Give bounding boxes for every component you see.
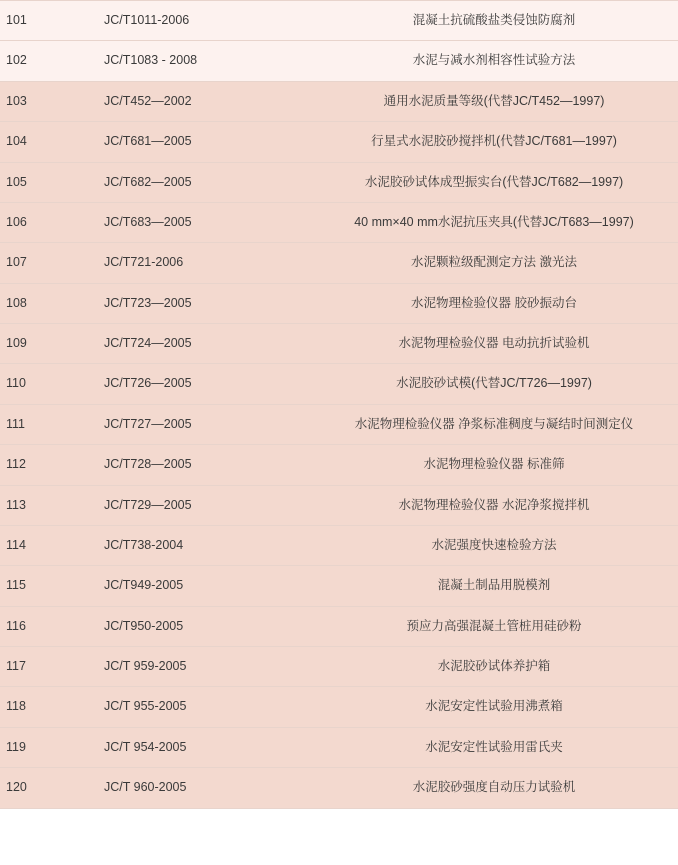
row-number: 101 xyxy=(0,1,98,41)
row-number: 116 xyxy=(0,606,98,646)
table-row xyxy=(0,364,678,404)
standard-title: 40 mm×40 mm水泥抗压夹具(代替JC/T683—1997) xyxy=(310,202,678,242)
standard-code: JC/T452—2002 xyxy=(98,81,310,121)
table-row xyxy=(0,41,678,81)
table-row xyxy=(0,687,678,727)
row-number: 112 xyxy=(0,445,98,485)
standard-code: JC/T721-2006 xyxy=(98,243,310,283)
standard-title: 混凝土抗硫酸盐类侵蚀防腐剂 xyxy=(310,1,678,41)
standard-title: 水泥安定性试验用雷氏夹 xyxy=(310,727,678,767)
table-row xyxy=(0,324,678,364)
standard-title: 行星式水泥胶砂搅拌机(代替JC/T681—1997) xyxy=(310,122,678,162)
row-number: 106 xyxy=(0,202,98,242)
row-number: 108 xyxy=(0,283,98,323)
standard-code: JC/T723—2005 xyxy=(98,283,310,323)
standard-code: JC/T682—2005 xyxy=(98,162,310,202)
standards-table-body xyxy=(0,1,678,809)
standard-title: 水泥物理检验仪器 水泥净浆搅拌机 xyxy=(310,485,678,525)
standard-code: JC/T 954-2005 xyxy=(98,727,310,767)
standard-code: JC/T726—2005 xyxy=(98,364,310,404)
row-number: 115 xyxy=(0,566,98,606)
standard-code: JC/T 959-2005 xyxy=(98,647,310,687)
standard-title: 水泥胶砂试体成型振实台(代替JC/T682—1997) xyxy=(310,162,678,202)
standard-title: 水泥物理检验仪器 标准筛 xyxy=(310,445,678,485)
standard-title: 水泥物理检验仪器 电动抗折试验机 xyxy=(310,324,678,364)
table-row xyxy=(0,485,678,525)
row-number: 102 xyxy=(0,41,98,81)
standard-code: JC/T950-2005 xyxy=(98,606,310,646)
row-number: 118 xyxy=(0,687,98,727)
row-number: 103 xyxy=(0,81,98,121)
standard-code: JC/T1083 - 2008 xyxy=(98,41,310,81)
standard-code: JC/T683—2005 xyxy=(98,202,310,242)
row-number: 114 xyxy=(0,525,98,565)
table-row xyxy=(0,727,678,767)
table-row xyxy=(0,404,678,444)
standard-title: 混凝土制品用脱模剂 xyxy=(310,566,678,606)
row-number: 113 xyxy=(0,485,98,525)
table-row xyxy=(0,122,678,162)
standard-code: JC/T1011-2006 xyxy=(98,1,310,41)
table-row xyxy=(0,647,678,687)
standard-code: JC/T738-2004 xyxy=(98,525,310,565)
table-row xyxy=(0,162,678,202)
standard-code: JC/T681—2005 xyxy=(98,122,310,162)
standard-title: 水泥胶砂试体养护箱 xyxy=(310,647,678,687)
table-row xyxy=(0,243,678,283)
standard-title: 水泥物理检验仪器 胶砂振动台 xyxy=(310,283,678,323)
table-row xyxy=(0,202,678,242)
standard-title: 水泥物理检验仪器 净浆标准稠度与凝结时间测定仪 xyxy=(310,404,678,444)
table-row xyxy=(0,445,678,485)
standard-code: JC/T724—2005 xyxy=(98,324,310,364)
standard-title: 水泥安定性试验用沸煮箱 xyxy=(310,687,678,727)
standard-title: 水泥胶砂强度自动压力试验机 xyxy=(310,768,678,808)
row-number: 109 xyxy=(0,324,98,364)
table-row xyxy=(0,606,678,646)
standard-title: 通用水泥质量等级(代替JC/T452—1997) xyxy=(310,81,678,121)
standard-title: 水泥强度快速检验方法 xyxy=(310,525,678,565)
table-row xyxy=(0,1,678,41)
standard-code: JC/T 955-2005 xyxy=(98,687,310,727)
standard-code: JC/T949-2005 xyxy=(98,566,310,606)
table-row xyxy=(0,81,678,121)
row-number: 111 xyxy=(0,404,98,444)
row-number: 105 xyxy=(0,162,98,202)
table-row xyxy=(0,566,678,606)
table-row xyxy=(0,768,678,808)
standard-code: JC/T729—2005 xyxy=(98,485,310,525)
row-number: 110 xyxy=(0,364,98,404)
row-number: 107 xyxy=(0,243,98,283)
standard-title: 水泥与减水剂相容性试验方法 xyxy=(310,41,678,81)
standard-title: 预应力高强混凝土管桩用硅砂粉 xyxy=(310,606,678,646)
row-number: 119 xyxy=(0,727,98,767)
row-number: 120 xyxy=(0,768,98,808)
table-row xyxy=(0,525,678,565)
row-number: 104 xyxy=(0,122,98,162)
table-row xyxy=(0,283,678,323)
standard-title: 水泥胶砂试模(代替JC/T726—1997) xyxy=(310,364,678,404)
row-number: 117 xyxy=(0,647,98,687)
standard-code: JC/T727—2005 xyxy=(98,404,310,444)
standard-code: JC/T 960-2005 xyxy=(98,768,310,808)
standard-code: JC/T728—2005 xyxy=(98,445,310,485)
standard-title: 水泥颗粒级配测定方法 激光法 xyxy=(310,243,678,283)
